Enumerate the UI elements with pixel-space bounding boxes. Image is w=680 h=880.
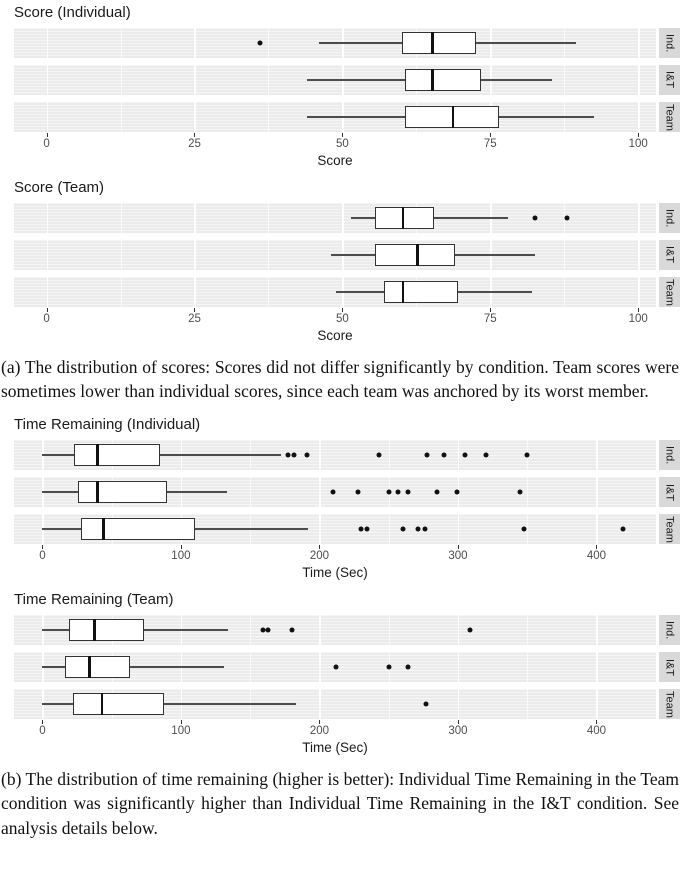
x-tick-label: 100: [171, 725, 191, 738]
outlier-dot: [257, 41, 262, 46]
outlier-dot: [292, 453, 297, 458]
x-tick-label: 300: [448, 725, 468, 738]
x-tick-label: 0: [39, 550, 46, 563]
chart-title: Score (Individual): [14, 4, 131, 21]
median-line: [101, 693, 104, 715]
facet-strip: [659, 203, 680, 233]
facet-row: [14, 240, 680, 270]
gridline-major: [596, 514, 598, 544]
box: [402, 32, 476, 54]
facet-panel: [14, 440, 656, 470]
x-tick: [638, 133, 639, 137]
chart-title: Score (Team): [14, 179, 105, 196]
x-tick: [458, 720, 459, 724]
gridline-major: [342, 203, 344, 233]
outlier-dot: [358, 527, 363, 532]
facet-panel: [14, 689, 656, 719]
median-line: [402, 281, 405, 303]
gridline-minor: [389, 514, 390, 544]
facet-panel: [14, 514, 656, 544]
gridline-major: [458, 514, 460, 544]
gridline-major: [458, 689, 460, 719]
outlier-dot: [285, 453, 290, 458]
gridline-major: [194, 203, 196, 233]
gridline-major: [47, 28, 49, 58]
x-tick-label: 300: [448, 550, 468, 563]
outlier-dot: [364, 527, 369, 532]
gridline-minor: [268, 240, 269, 270]
facet-strip-label: Ind.: [663, 621, 676, 640]
gridline-major: [194, 28, 196, 58]
facet-strip-label: Team: [663, 515, 676, 543]
gridline-major: [596, 689, 598, 719]
x-tick: [181, 545, 182, 549]
facet-strip: [659, 514, 680, 544]
gridline-minor: [121, 203, 122, 233]
gridline-major: [319, 477, 321, 507]
outlier-dot: [400, 527, 405, 532]
x-tick-label: 50: [335, 313, 349, 325]
gridline-major: [638, 277, 640, 307]
facet-row: [14, 652, 680, 682]
outlier-dot: [424, 702, 429, 707]
x-tick-label: 0: [43, 313, 50, 325]
x-tick-label: 25: [188, 138, 201, 150]
facet-strip-label: Team: [663, 690, 676, 718]
chart-title: Time Remaining (Individual): [14, 416, 201, 434]
box: [73, 693, 164, 715]
facet-row: [14, 28, 680, 58]
facet-strip: [659, 102, 680, 132]
gridline-major: [319, 440, 321, 470]
box: [375, 244, 455, 266]
gridline-minor: [121, 65, 122, 95]
outlier-dot: [334, 665, 339, 670]
facet-strip: [659, 277, 680, 307]
x-tick-label: 25: [188, 313, 201, 325]
outlier-dot: [386, 665, 391, 670]
facet-strip-label: Team: [663, 278, 676, 306]
box: [375, 207, 434, 229]
x-tick: [194, 133, 195, 137]
outlier-dot: [468, 628, 473, 633]
gridline-minor: [268, 102, 269, 132]
facet-rows: [14, 28, 680, 132]
gridline-minor: [564, 240, 565, 270]
gridline-major: [638, 102, 640, 132]
facet-strip-label: I&T: [663, 71, 676, 89]
gridline-major: [458, 615, 460, 645]
median-line: [452, 106, 455, 128]
facet-strip: [659, 615, 680, 645]
x-tick: [342, 133, 343, 137]
facet-row: [14, 477, 680, 507]
outlier-dot: [425, 453, 430, 458]
median-line: [416, 244, 419, 266]
x-tick-label: 75: [483, 138, 497, 150]
outlier-dot: [442, 453, 447, 458]
x-tick: [596, 720, 597, 724]
gridline-major: [319, 514, 321, 544]
outlier-dot: [406, 490, 411, 495]
outlier-dot: [376, 453, 381, 458]
gridline-minor: [121, 28, 122, 58]
median-line: [88, 656, 91, 678]
x-axis: [14, 719, 656, 739]
box: [69, 619, 144, 641]
facet-row: [14, 689, 680, 719]
gridline-major: [596, 615, 598, 645]
gridline-minor: [389, 615, 390, 645]
gridline-major: [596, 477, 598, 507]
outlier-dot: [304, 453, 309, 458]
x-axis: [14, 544, 656, 564]
facet-rows: [14, 440, 680, 544]
gridline-major: [319, 615, 321, 645]
facet-strip-label: Ind.: [663, 208, 676, 228]
box: [81, 518, 195, 540]
gridline-major: [47, 277, 49, 307]
gridline-minor: [527, 514, 528, 544]
gridline-major: [47, 102, 49, 132]
x-tick: [47, 308, 48, 312]
outlier-dot: [518, 490, 523, 495]
chart-title: Time Remaining (Team): [14, 591, 174, 609]
outlier-dot: [331, 490, 336, 495]
median-line: [93, 619, 96, 641]
outlier-dot: [525, 453, 530, 458]
caption-a: (a) The distribution of scores: Scores did not differ significantly by condition. Team scores were sometimes lower than individual scores, since each team was anchored by its worst member.: [1, 357, 679, 402]
x-axis-label: Time (Sec): [302, 565, 368, 581]
gridline-minor: [268, 28, 269, 58]
x-tick: [42, 720, 43, 724]
facet-panel: [14, 203, 656, 233]
outlier-dot: [532, 216, 537, 221]
facet-panel: [14, 615, 656, 645]
outlier-dot: [260, 628, 265, 633]
x-tick-label: 0: [43, 138, 50, 150]
gridline-minor: [389, 440, 390, 470]
x-tick: [319, 545, 320, 549]
x-tick-label: 50: [335, 138, 349, 150]
x-tick-label: 400: [586, 550, 607, 563]
facet-strip-label: I&T: [663, 658, 676, 676]
gridline-major: [194, 102, 196, 132]
outlier-dot: [462, 453, 467, 458]
x-axis-label: Score: [317, 328, 353, 343]
outlier-dot: [522, 527, 527, 532]
facet-strip-label: Team: [663, 103, 676, 131]
gridline-major: [194, 277, 196, 307]
panel-time-individual: [0, 416, 680, 580]
facet-panel: [14, 240, 656, 270]
x-tick: [490, 308, 491, 312]
gridline-major: [596, 652, 598, 682]
outlier-dot: [435, 490, 440, 495]
facet-rows: [14, 203, 680, 307]
facet-strip-label: I&T: [663, 483, 676, 501]
outlier-dot: [289, 628, 294, 633]
gridline-minor: [564, 277, 565, 307]
x-tick: [181, 720, 182, 724]
x-tick: [490, 133, 491, 137]
box: [405, 69, 482, 91]
panel-score-team: [0, 179, 680, 343]
median-line: [96, 481, 99, 503]
box: [384, 281, 458, 303]
x-axis: [14, 132, 656, 152]
facet-strip: [659, 240, 680, 270]
median-line: [402, 207, 405, 229]
x-tick: [42, 545, 43, 549]
gridline-minor: [121, 277, 122, 307]
x-tick-label: 400: [586, 725, 607, 738]
x-tick-label: 75: [483, 313, 497, 325]
x-axis: [14, 307, 656, 327]
caption-b: (b) The distribution of time remaining (higher is better): Individual Time Remaining in the Team condition was significantly higher than Individual Time Remaining in the I&T condition. See analysis details below.: [1, 769, 679, 838]
outlier-dot: [386, 490, 391, 495]
facet-panel: [14, 102, 656, 132]
median-line: [96, 444, 99, 466]
outlier-dot: [454, 490, 459, 495]
gridline-minor: [389, 689, 390, 719]
median-line: [431, 32, 434, 54]
x-tick: [342, 308, 343, 312]
x-tick: [194, 308, 195, 312]
panel-score-individual: [0, 4, 680, 168]
facet-strip: [659, 477, 680, 507]
outlier-dot: [422, 527, 427, 532]
x-tick: [458, 545, 459, 549]
box: [65, 656, 130, 678]
panel-time-team: [0, 591, 680, 755]
gridline-minor: [564, 65, 565, 95]
gridline-major: [319, 652, 321, 682]
facet-row: [14, 440, 680, 470]
facet-strip: [659, 28, 680, 58]
gridline-minor: [527, 477, 528, 507]
x-tick: [47, 133, 48, 137]
x-tick-label: 100: [628, 138, 648, 150]
facet-strip: [659, 689, 680, 719]
gridline-minor: [527, 615, 528, 645]
outlier-dot: [396, 490, 401, 495]
gridline-major: [47, 240, 49, 270]
gridline-major: [596, 440, 598, 470]
facet-strip-label: I&T: [663, 246, 676, 264]
gridline-minor: [250, 615, 251, 645]
gridline-major: [638, 28, 640, 58]
median-line: [102, 518, 105, 540]
gridline-major: [638, 65, 640, 95]
outlier-dot: [565, 216, 570, 221]
gridline-minor: [527, 652, 528, 682]
facet-strip-label: Ind.: [663, 446, 676, 465]
facet-row: [14, 277, 680, 307]
facet-panel: [14, 65, 656, 95]
facet-row: [14, 203, 680, 233]
gridline-major: [319, 689, 321, 719]
facet-row: [14, 514, 680, 544]
facet-strip: [659, 652, 680, 682]
gridline-minor: [268, 203, 269, 233]
facet-row: [14, 615, 680, 645]
gridline-major: [194, 240, 196, 270]
outlier-dot: [415, 527, 420, 532]
gridline-major: [638, 203, 640, 233]
gridline-major: [47, 203, 49, 233]
gridline-major: [638, 240, 640, 270]
outlier-dot: [356, 490, 361, 495]
x-tick-label: 100: [628, 313, 648, 325]
facet-panel: [14, 652, 656, 682]
x-axis-label: Time (Sec): [302, 740, 368, 756]
outlier-dot: [483, 453, 488, 458]
gridline-major: [458, 440, 460, 470]
facet-row: [14, 65, 680, 95]
x-tick-label: 200: [309, 550, 329, 563]
x-tick-label: 0: [39, 725, 46, 738]
gridline-minor: [121, 240, 122, 270]
gridline-minor: [268, 277, 269, 307]
median-line: [431, 69, 434, 91]
outlier-dot: [266, 628, 271, 633]
gridline-minor: [250, 477, 251, 507]
facet-strip: [659, 440, 680, 470]
facet-panel: [14, 477, 656, 507]
box: [78, 481, 167, 503]
x-tick: [319, 720, 320, 724]
facet-row: [14, 102, 680, 132]
x-tick: [638, 308, 639, 312]
gridline-minor: [268, 65, 269, 95]
box: [74, 444, 160, 466]
outlier-dot: [620, 527, 625, 532]
x-tick: [596, 545, 597, 549]
facet-panel: [14, 28, 656, 58]
outlier-dot: [406, 665, 411, 670]
facet-panel: [14, 277, 656, 307]
gridline-major: [47, 65, 49, 95]
gridline-major: [458, 652, 460, 682]
gridline-minor: [121, 102, 122, 132]
x-tick-label: 100: [171, 550, 191, 563]
x-tick-label: 200: [309, 725, 329, 738]
gridline-major: [194, 65, 196, 95]
gridline-minor: [527, 689, 528, 719]
gridline-minor: [250, 652, 251, 682]
facet-strip: [659, 65, 680, 95]
facet-rows: [14, 615, 680, 719]
facet-strip-label: Ind.: [663, 33, 676, 53]
x-axis-label: Score: [317, 153, 353, 168]
